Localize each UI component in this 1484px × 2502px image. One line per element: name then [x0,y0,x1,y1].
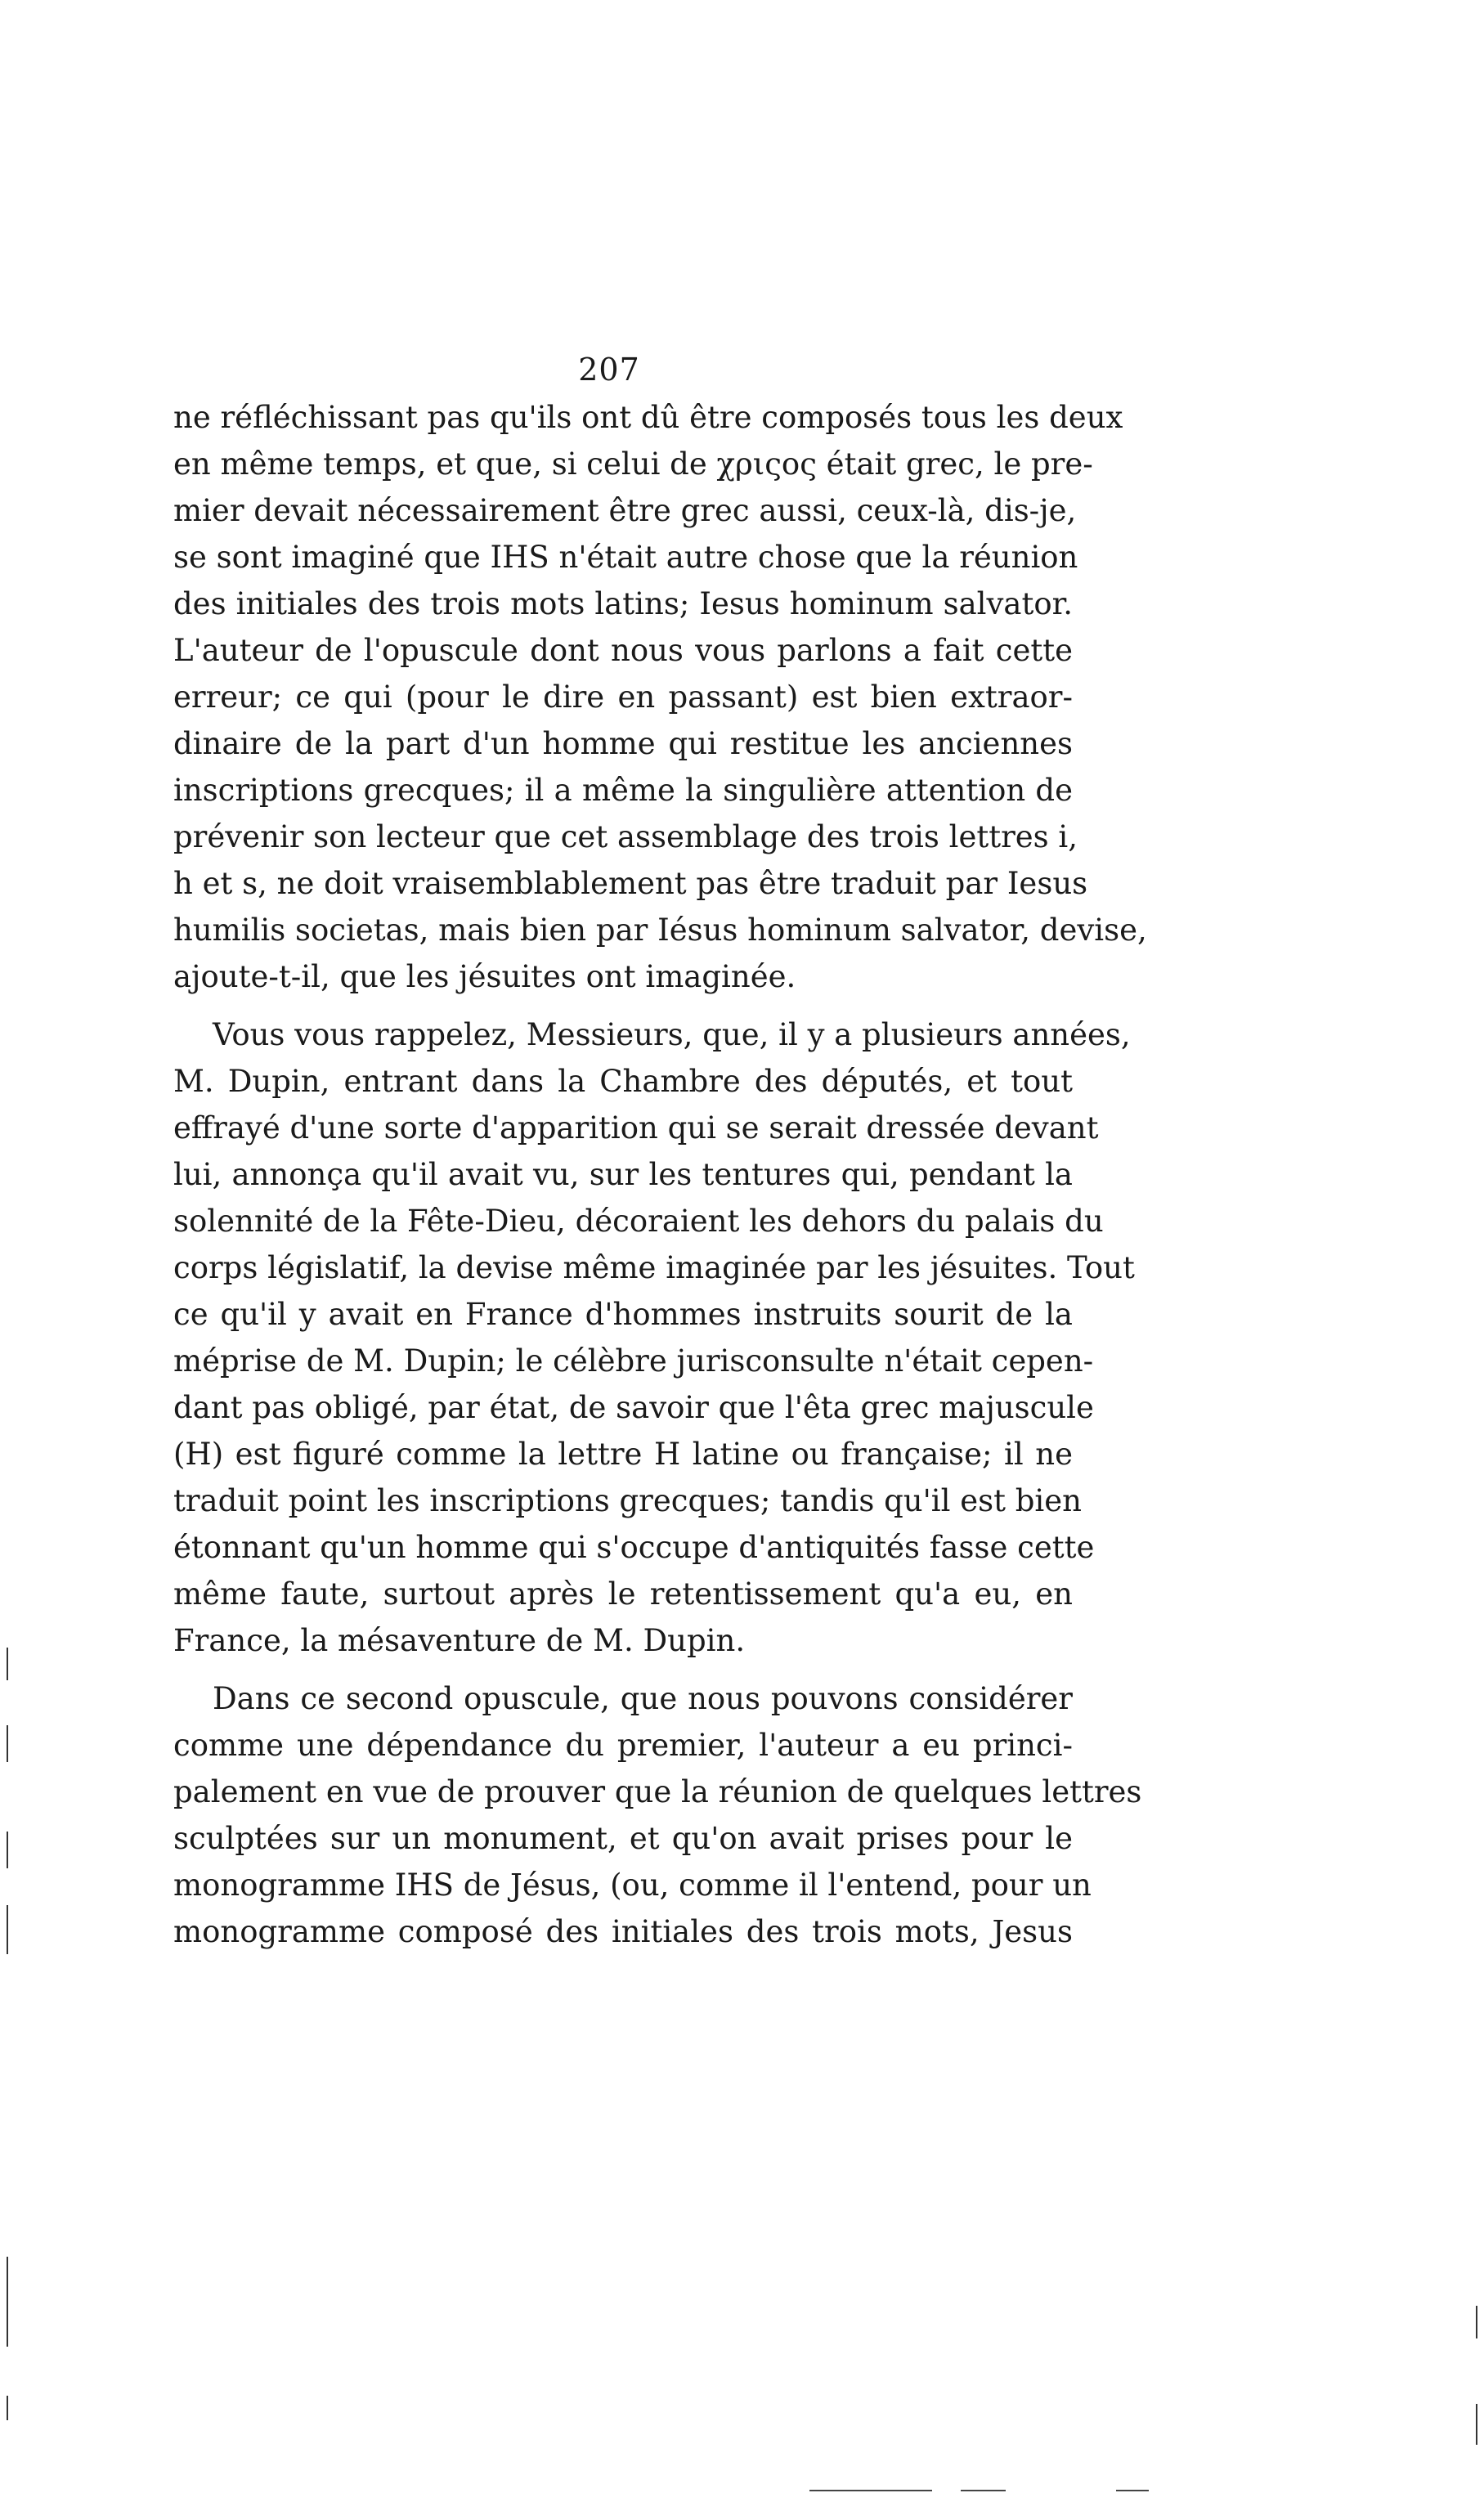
text-line: monogramme composé des initiales des trois mots, Jesus [173,1914,1073,1949]
text-line: humilis societas, mais bien par Iésus hominum salvator, devise, [173,912,1147,948]
text-line: palement en vue de prouver que la réunion de quelques lettres [173,1774,1142,1809]
body-text [173,394,1147,1955]
text-line: étonnant qu'un homme qui s'occupe d'antiquités fasse cette [173,1530,1095,1565]
scan-edge-mark [1476,2404,1477,2445]
text-line: mier devait nécessairement être grec aussi, ceux-là, dis-je, [173,493,1077,528]
text-line: comme une dépendance du premier, l'auteur a eu princi- [173,1728,1073,1763]
text-line: ajoute-t-il, que les jésuites ont imaginée. [173,959,796,994]
text-line: corps législatif, la devise même imaginée par les jésuites. Tout [173,1250,1135,1285]
text-line: erreur; ce qui (pour le dire en passant) est bien extraor- [173,679,1073,715]
scan-edge-mark [7,2257,8,2347]
text-line: Dans ce second opuscule, que nous pouvons considérer [213,1681,1073,1716]
text-line: en même temps, et que, si celui de χριςος était grec, le pre- [173,446,1093,482]
text-line: traduit point les inscriptions grecques; tandis qu'il est bien [173,1483,1082,1518]
text-line: (H) est figuré comme la lettre H latine ou française; il ne [173,1437,1073,1472]
paragraph [173,1011,1135,1664]
text-line: se sont imaginé que IHS n'était autre chose que la réunion [173,540,1078,575]
paragraph [173,394,1147,1000]
scan-edge-mark [7,1648,8,1680]
text-line: solennité de la Fête-Dieu, décoraient les dehors du palais du [173,1204,1104,1239]
scan-edge-mark [7,1905,8,1954]
text-line: lui, annonça qu'il avait vu, sur les tentures qui, pendant la [173,1157,1073,1192]
text-line: h et s, ne doit vraisemblablement pas être traduit par Iesus [173,866,1088,901]
text-line: ne réfléchissant pas qu'ils ont dû être composés tous les deux [173,400,1123,435]
scan-edge-mark [7,1725,8,1762]
text-line: dant pas obligé, par état, de savoir que l'êta grec majuscule [173,1390,1094,1425]
bottom-rule [809,2490,932,2491]
scan-edge-mark [7,1832,8,1868]
paragraph [173,1675,1142,1955]
scan-edge-mark [1476,2306,1477,2338]
text-line: inscriptions grecques; il a même la singulière attention de [173,773,1073,808]
text-line: Vous vous rappelez, Messieurs, que, il y a plusieurs années, [213,1017,1131,1052]
page-number: 207 [578,352,640,388]
text-line: des initiales des trois mots latins; Iesus hominum salvator. [173,586,1073,621]
text-line: effrayé d'une sorte d'apparition qui se serait dressée devant [173,1110,1099,1146]
text-line: sculptées sur un monument, et qu'on avait prises pour le [173,1821,1073,1856]
text-line: dinaire de la part d'un homme qui restitue les anciennes [173,726,1073,761]
text-line: méprise de M. Dupin; le célèbre jurisconsulte n'était cepen- [173,1343,1094,1379]
text-line: M. Dupin, entrant dans la Chambre des députés, et tout [173,1064,1073,1099]
text-line: ce qu'il y avait en France d'hommes instruits sourit de la [173,1297,1073,1332]
bottom-rule [1116,2490,1149,2491]
text-line: même faute, surtout après le retentissement qu'a eu, en [173,1576,1073,1612]
scan-edge-mark [7,2396,8,2420]
text-line: prévenir son lecteur que cet assemblage des trois lettres i, [173,819,1078,854]
text-line: France, la mésaventure de M. Dupin. [173,1623,746,1658]
text-line: L'auteur de l'opuscule dont nous vous parlons a fait cette [173,633,1073,668]
bottom-rule [961,2490,1006,2491]
text-line: monogramme IHS de Jésus, (ou, comme il l'entend, pour un [173,1868,1092,1903]
